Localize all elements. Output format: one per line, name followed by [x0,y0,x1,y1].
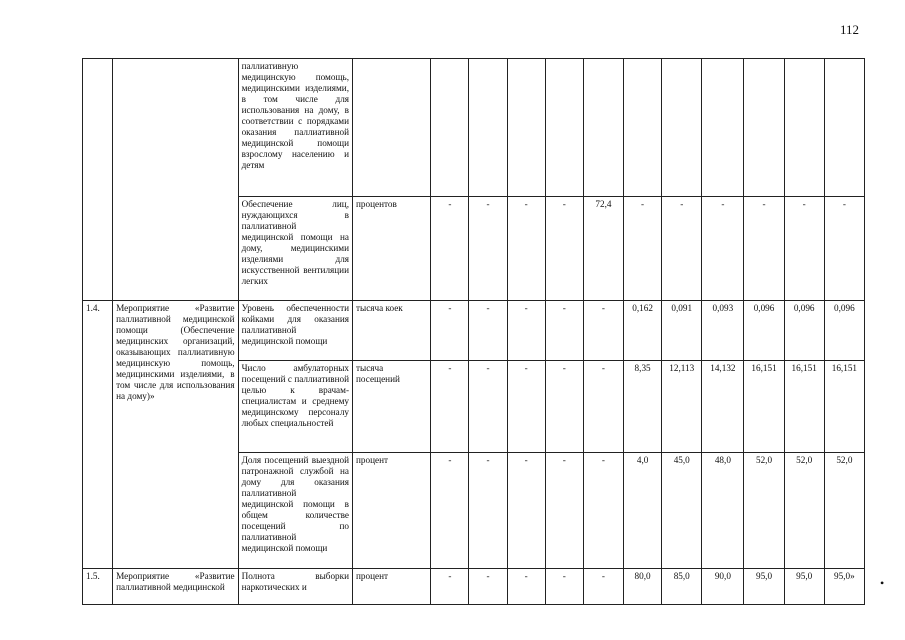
program-table [82,58,865,605]
page-number: 112 [840,22,860,37]
value-cell: 16,151 [824,361,864,453]
row-unit: процент [353,453,431,569]
value-cell [624,59,662,197]
value-cell: 85,0 [662,569,702,605]
value-cell: 90,0 [702,569,744,605]
row-indicator: паллиативную медицинскую помощь, медицинскими изделиями, в том числе для использования на дому, в соответствии с порядками оказания паллиативной медицинской помощи взрослому населению и детям [238,59,352,197]
value-cell: 0,093 [702,301,744,361]
value-cell: - [583,361,623,453]
table-row [83,569,865,605]
value-cell: - [507,301,545,361]
row-indicator: Уровень обеспеченности койками для оказания паллиативной медицинской помощи [238,301,352,361]
value-cell: - [469,197,507,301]
value-cell: 48,0 [702,453,744,569]
row-unit: процент [353,569,431,605]
value-cell: 52,0 [744,453,784,569]
row-unit: тысяча посещений [353,361,431,453]
row-indicator: Полнота выборки наркотических и [238,569,352,605]
value-cell: - [431,197,469,301]
value-cell: 0,096 [784,301,824,361]
value-cell: 8,35 [624,361,662,453]
value-cell: 72,4 [583,197,623,301]
table-row [83,59,865,197]
value-cell: 80,0 [624,569,662,605]
value-cell: - [702,197,744,301]
value-cell: 12,113 [662,361,702,453]
value-cell [469,59,507,197]
value-cell: - [431,569,469,605]
value-cell: 95,0» [824,569,864,605]
row-event [113,59,238,301]
value-cell: 0,096 [744,301,784,361]
value-cell: - [662,197,702,301]
value-cell: - [507,361,545,453]
value-cell: 0,162 [624,301,662,361]
value-cell: - [744,197,784,301]
table-row [83,301,865,361]
value-cell: - [507,569,545,605]
value-cell: - [824,197,864,301]
row-index: 1.4. [83,301,113,569]
value-cell: - [784,197,824,301]
value-cell: 16,151 [784,361,824,453]
value-cell: 0,091 [662,301,702,361]
value-cell: - [469,361,507,453]
value-cell [744,59,784,197]
row-indicator: Доля посещений выездной патронажной службой на дому для оказания паллиативной медицинской помощи в общем количестве посещений по паллиативной медицинской помощи [238,453,352,569]
value-cell: - [431,301,469,361]
value-cell [702,59,744,197]
value-cell: - [545,569,583,605]
row-index: 1.5. [83,569,113,605]
value-cell [583,59,623,197]
value-cell: - [469,453,507,569]
value-cell: - [545,197,583,301]
value-cell: 95,0 [784,569,824,605]
row-event: Мероприятие «Развитие паллиативной медицинской помощи (Обеспечение медицинских организаций, оказывающих паллиативную медицинскую помощь, медицинскими изделиями, в том числе для использования на дому)» [113,301,238,569]
value-cell [507,59,545,197]
value-cell [662,59,702,197]
value-cell: - [469,301,507,361]
value-cell: - [431,453,469,569]
value-cell [545,59,583,197]
value-cell: 52,0 [784,453,824,569]
value-cell: - [583,301,623,361]
value-cell [431,59,469,197]
value-cell: 95,0 [744,569,784,605]
value-cell: 16,151 [744,361,784,453]
value-cell: 52,0 [824,453,864,569]
value-cell: - [545,453,583,569]
value-cell: - [583,453,623,569]
value-cell: 4,0 [624,453,662,569]
value-cell: 45,0 [662,453,702,569]
value-cell: - [431,361,469,453]
scan-speck: • [880,576,885,590]
value-cell: 0,096 [824,301,864,361]
value-cell: - [624,197,662,301]
value-cell [784,59,824,197]
value-cell: - [545,361,583,453]
value-cell: - [507,197,545,301]
row-unit: процентов [353,197,431,301]
value-cell: 14,132 [702,361,744,453]
value-cell: - [545,301,583,361]
value-cell: - [469,569,507,605]
row-event: Мероприятие «Развитие паллиативной медицинской [113,569,238,605]
value-cell [824,59,864,197]
row-indicator: Число амбулаторных посещений с паллиативной целью к врачам-специалистам и среднему медицинскому персоналу любых специальностей [238,361,352,453]
value-cell: - [507,453,545,569]
row-unit [353,59,431,197]
row-index [83,59,113,301]
value-cell: - [583,569,623,605]
row-indicator: Обеспечение лиц, нуждающихся в паллиативной медицинской помощи на дому, медицинскими изделиями для искусственной вентиляции легких [238,197,352,301]
row-unit: тысяча коек [353,301,431,361]
